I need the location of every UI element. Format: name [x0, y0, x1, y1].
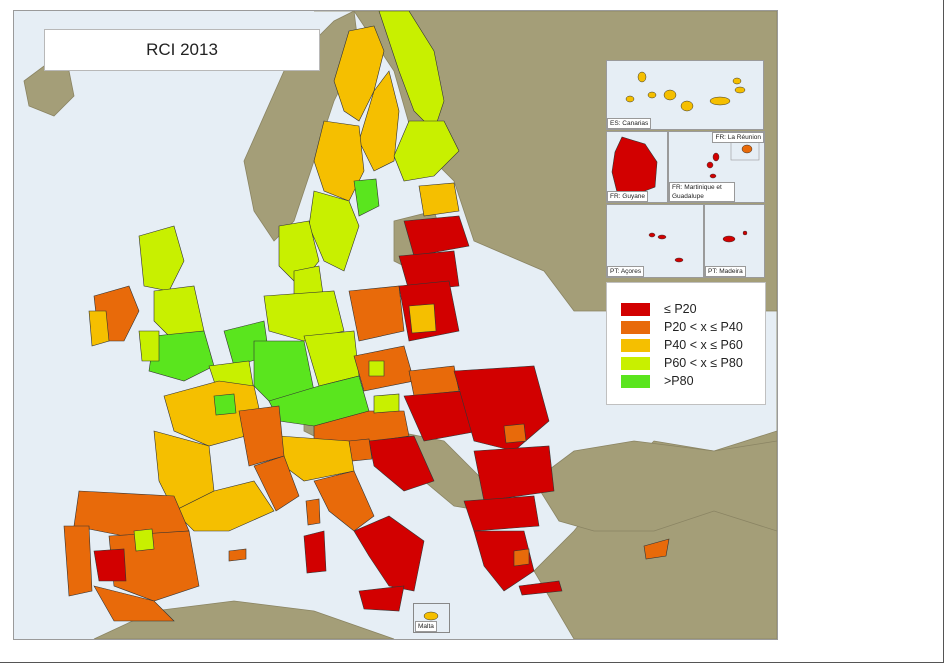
region-greece-north [464, 496, 539, 531]
region-poland-west [349, 286, 404, 341]
region-slovenia [349, 439, 372, 461]
region-slovakia [409, 366, 459, 396]
legend-item [621, 319, 743, 335]
region-germany-east [304, 331, 359, 386]
inset-canarias [606, 60, 764, 130]
region-greece-attica [514, 549, 529, 566]
region-spain-north [74, 491, 189, 536]
inset-label-reunion: FR: La Réunion [712, 132, 764, 143]
region-sicily [359, 586, 404, 611]
legend-label: >P80 [664, 374, 694, 388]
legend-swatch [621, 357, 650, 370]
region-france-east [239, 406, 284, 466]
region-balearic [229, 549, 246, 561]
region-portugal [64, 526, 92, 596]
region-estonia [419, 183, 459, 216]
legend-item [621, 373, 694, 389]
inset-label-malta: Malta [415, 621, 437, 632]
region-sweden-stockholm [354, 179, 379, 216]
legend-item [621, 337, 743, 353]
inset-martinique [668, 131, 765, 203]
map-title [44, 29, 320, 71]
region-extremadura [94, 549, 126, 581]
legend-label: ≤ P20 [664, 302, 697, 316]
legend-swatch [621, 321, 650, 334]
region-romania-bucharest [504, 424, 526, 443]
inset-label-canarias: ES: Canarias [607, 118, 651, 129]
region-ireland-west [89, 311, 109, 346]
legend-label: P60 < x ≤ P80 [664, 356, 743, 370]
region-france-paris [214, 394, 236, 415]
map-legend [606, 282, 766, 405]
region-austria-vienna [374, 394, 399, 413]
map-title-text: RCI 2013 [146, 40, 218, 59]
region-spain-madrid [134, 529, 154, 551]
legend-swatch [621, 303, 650, 316]
inset-label-acores: PT: Açores [607, 266, 644, 277]
inset-acores [606, 204, 704, 278]
inset-label-guyane: FR: Guyane [607, 191, 648, 202]
region-bulgaria [474, 446, 554, 501]
region-corsica [306, 499, 320, 525]
region-poland-warsaw [409, 304, 436, 333]
region-italy-centre [314, 471, 374, 531]
inset-malta [413, 603, 450, 633]
region-wales [139, 331, 159, 361]
inset-guyane [606, 131, 668, 203]
legend-item [621, 301, 697, 317]
region-sardinia [304, 531, 326, 573]
legend-swatch [621, 339, 650, 352]
legend-label: P20 < x ≤ P40 [664, 320, 743, 334]
region-latvia [404, 216, 469, 256]
legend-swatch [621, 375, 650, 388]
legend-item [621, 355, 743, 371]
inset-label-madeira: PT: Madeira [705, 266, 746, 277]
region-czech-prague [369, 361, 384, 376]
region-romania [454, 366, 549, 451]
inset-madeira [704, 204, 765, 278]
region-italy-south [354, 516, 424, 591]
legend-label: P40 < x ≤ P60 [664, 338, 743, 352]
inset-label-martinique: FR: Martinique et Guadalupe [669, 182, 735, 202]
region-scotland [139, 226, 184, 291]
